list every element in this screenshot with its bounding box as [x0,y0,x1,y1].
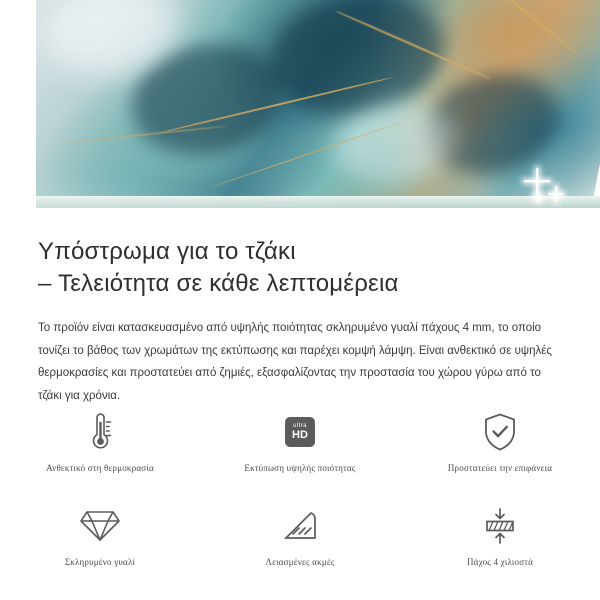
feature-item-surface-protection [400,404,600,488]
feature-label: Προστατεύει την επιφάνεια [447,463,553,473]
shield-check-icon [483,410,517,454]
diamond-icon [79,504,121,548]
feature-label: Ανθεκτικό στη θερμοκρασία [46,463,154,473]
hero-left-margin [0,0,36,222]
thickness-arrows-icon [480,504,520,548]
feature-item-heat-resistant [0,404,200,488]
marble-glass-artwork [0,0,600,214]
feature-item-print-quality [200,404,400,488]
badge-bottom-text: HD [292,429,308,441]
thermometer-icon [80,410,120,454]
hero-image [0,0,600,222]
feature-item-smooth-edges [200,498,400,582]
ultra-hd-badge-icon [285,410,315,454]
feature-item-thickness [400,498,600,582]
smooth-edges-icon [280,504,320,548]
badge-top-text: ultra [293,423,307,429]
page-title-line-2: – Τελειότητα σε κάθε λεπτομέρεια [38,269,399,297]
feature-grid [0,404,600,582]
text-content [0,222,600,407]
page-title [0,222,600,299]
feature-label: Σκληρυμένο γυαλί [64,557,136,567]
feature-label: Εκτύπωση υψηλής ποιότητας [244,463,356,473]
feature-label: Λειασμένες ακμές [265,557,335,567]
feature-item-tempered-glass [0,498,200,582]
description-paragraph: Το προϊόν είναι κατασκευασμένο από υψηλής ποιότητας σκληρυμένο γυαλί πάχους 4 mm, το οποίο τονίζει το βάθος των χρωμάτων της εκτύπωσης και παρέχει κομψή λάμψη. Είναι ανθεκτικό σε υψηλές θερμοκρασίες και προστατεύει από ζημιές, εξασφαλίζοντας την προστασία του χώρου γύρω από το τζάκι για χρόνια. [38,322,552,402]
hero-bottom-margin [0,208,600,222]
page-title-line-1: Υπόστρωμα για το τζάκι [38,238,296,265]
feature-label: Πάχος 4 χιλιοστά [466,557,534,567]
